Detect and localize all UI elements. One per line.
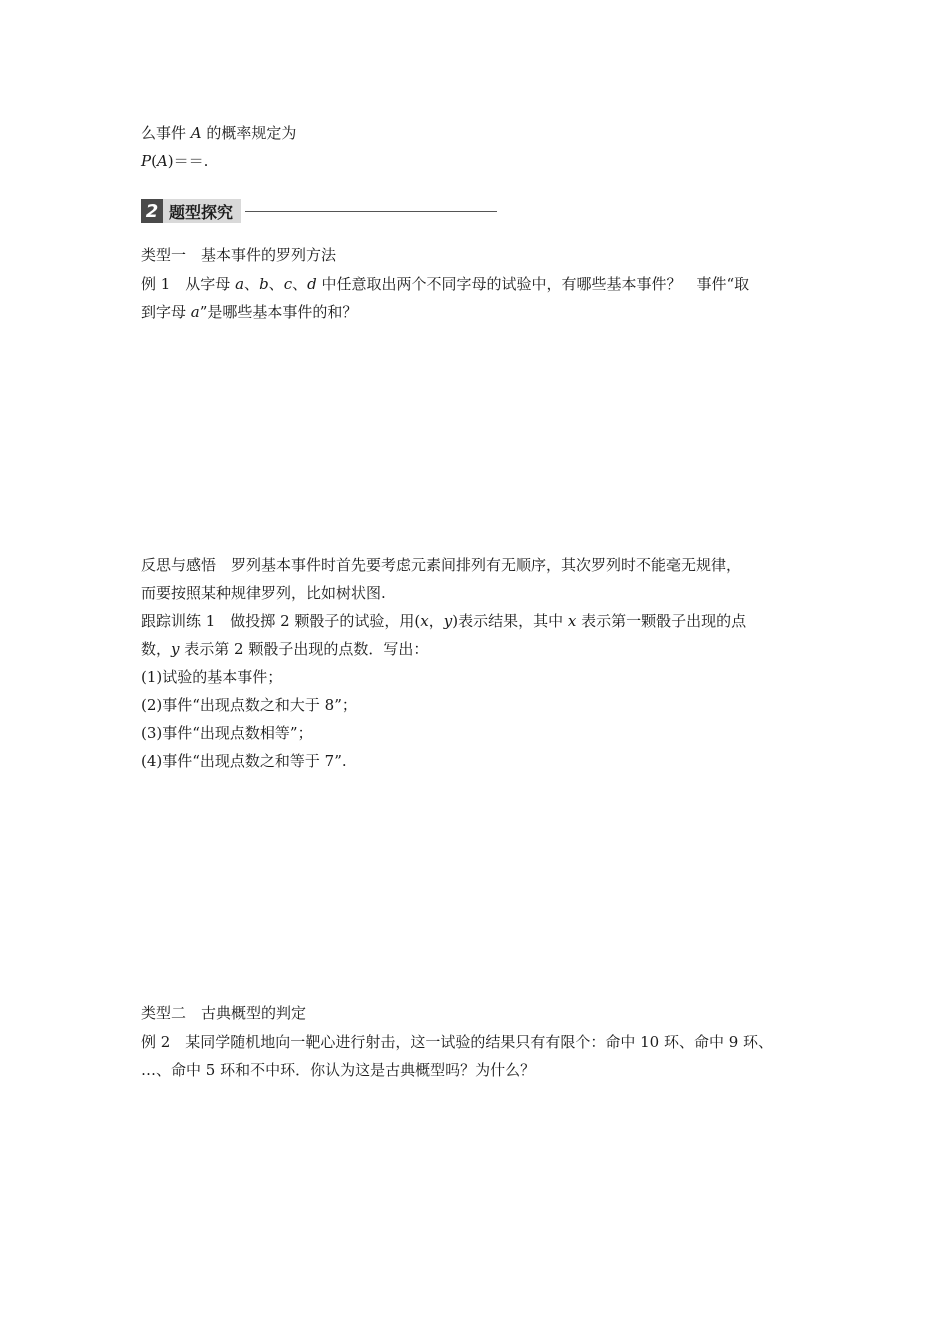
probability-formula: P(A)＝＝. — [141, 152, 209, 170]
list-item: (1)试验的基本事件； — [141, 668, 283, 686]
section-header — [141, 199, 497, 223]
example1-line-2: 到字母 a”是哪些基本事件的和？ — [141, 303, 358, 321]
section-title: 题型探究 — [163, 199, 241, 223]
section-number-badge: 2 — [141, 199, 163, 223]
type2-heading: 类型二 古典概型的判定 — [141, 1004, 307, 1022]
follow-up-line-1: 跟踪训练 1 做投掷 2 颗骰子的试验，用(x，y)表示结果，其中 x 表示第一颗骰子出现的点 — [141, 612, 747, 630]
intro-line-1: 么事件 A 的概率规定为 — [141, 124, 297, 142]
reflection-line-1: 反思与感悟 罗列基本事件时首先要考虑元素间排列有无顺序，其次罗列时不能毫无规律， — [141, 556, 742, 574]
list-item: (4)事件“出现点数之和等于 7”. — [141, 752, 347, 770]
list-item: (2)事件“出现点数之和大于 8”； — [141, 696, 357, 714]
example2-line-1: 例 2 某同学随机地向一靶心进行射击，这一试验的结果只有有限个：命中 10 环、命中 9 环、 — [141, 1033, 774, 1051]
type1-heading: 类型一 基本事件的罗列方法 — [141, 246, 337, 264]
example1-line-1: 例 1 从字母 a、b、c、d 中任意取出两个不同字母的试验中，有哪些基本事件？ 事件“取 — [141, 275, 750, 293]
variable-a: A — [190, 124, 202, 142]
reflection-line-2: 而要按照某种规律罗列，比如树状图. — [141, 584, 386, 602]
example2-line-2: …、命中 5 环和不中环．你认为这是古典概型吗？为什么？ — [141, 1061, 536, 1079]
follow-up-line-2: 数，y 表示第 2 颗骰子出现的点数．写出： — [141, 640, 429, 658]
list-item: (3)事件“出现点数相等”； — [141, 724, 313, 742]
section-divider — [245, 211, 497, 212]
